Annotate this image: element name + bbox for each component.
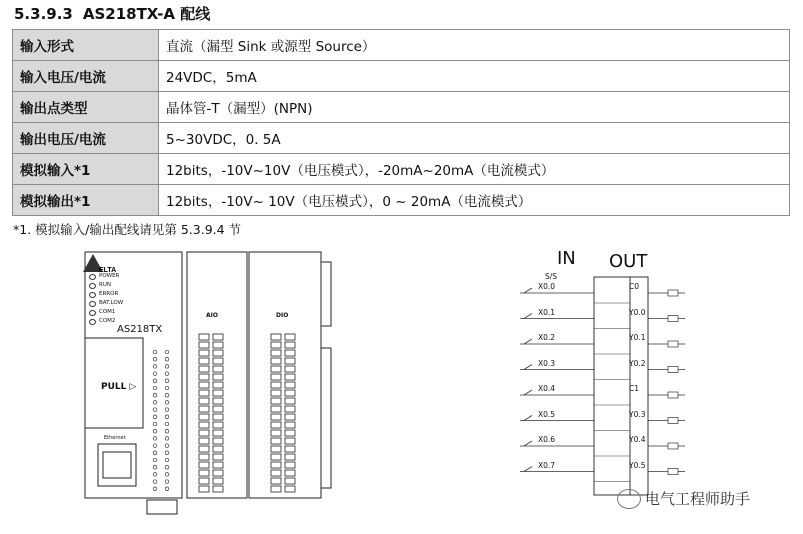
terminal-screw-icon (213, 438, 223, 444)
out-label: OUT (609, 251, 648, 272)
load-resistor-icon (668, 469, 678, 475)
terminal-screw-icon (271, 454, 281, 460)
output-terminal-label: Y0.1 (629, 333, 646, 342)
terminal-screw-icon (271, 438, 281, 444)
plc-module-drawing (81, 248, 337, 516)
switch-icon (524, 288, 532, 293)
terminal-screw-icon (285, 374, 295, 380)
spec-key: 模拟输入*1 (13, 154, 159, 185)
output-terminal-label: Y0.4 (629, 435, 646, 444)
terminal-screw-icon (213, 470, 223, 476)
terminal-screw-icon (285, 342, 295, 348)
spec-key: 输入电压/电流 (13, 61, 159, 92)
terminal-screw-icon (213, 350, 223, 356)
section-number: 5.3.9.3 (14, 5, 73, 23)
terminal-screw-icon (199, 358, 209, 364)
terminal-screw-icon (271, 446, 281, 452)
output-terminal-label: Y0.0 (629, 307, 646, 317)
terminal-screw-icon (285, 486, 295, 492)
led-indicator: POWER (89, 272, 123, 281)
terminal-screw-icon (285, 350, 295, 356)
load-resistor-icon (668, 443, 678, 449)
terminal-screw-icon (285, 422, 295, 428)
input-terminal-label: X0.4 (538, 384, 556, 393)
output-terminal-label: Y0.2 (629, 358, 646, 368)
terminal-screw-icon (199, 398, 209, 404)
terminal-screw-icon (199, 350, 209, 356)
terminal-screw-icon (285, 398, 295, 404)
terminal-screw-icon (285, 382, 295, 388)
terminal-screw-icon (285, 430, 295, 436)
terminal-screw-icon (199, 366, 209, 372)
terminal-screw-icon (199, 430, 209, 436)
terminal-screw-icon (213, 334, 223, 340)
terminal-screw-icon (271, 350, 281, 356)
terminal-screw-icon (213, 454, 223, 460)
terminal-screw-icon (213, 382, 223, 388)
terminal-screw-icon (271, 382, 281, 388)
table-row (13, 30, 790, 61)
led-indicator: COM2 (89, 317, 123, 326)
terminal-screw-icon (213, 366, 223, 372)
aio-label: AIO (206, 312, 218, 319)
input-terminal-label: X0.6 (538, 435, 556, 444)
terminal-screw-icon (199, 414, 209, 420)
table-row (13, 185, 790, 216)
spec-key: 输出电压/电流 (13, 123, 159, 154)
terminal-screw-icon (285, 470, 295, 476)
led-list (89, 272, 123, 326)
input-terminal-label: X0.5 (538, 409, 556, 419)
switch-icon (524, 339, 532, 344)
terminal-screw-icon (271, 414, 281, 420)
switch-icon (524, 416, 532, 421)
watermark-text: 电气工程师助手 (645, 490, 751, 508)
terminal-screw-icon (213, 446, 223, 452)
table-row (13, 123, 790, 154)
terminal-screw-icon (213, 374, 223, 380)
terminal-screw-icon (271, 342, 281, 348)
terminal-screw-icon (285, 462, 295, 468)
module-model: AS218TX (117, 324, 163, 335)
load-resistor-icon (668, 367, 678, 373)
output-terminal-label: Y0.3 (629, 409, 646, 419)
svg-text:ELTA: ELTA (99, 267, 117, 274)
terminal-screw-icon (271, 406, 281, 412)
table-row (13, 92, 790, 123)
terminal-screw-icon (213, 406, 223, 412)
terminal-screw-icon (285, 406, 295, 412)
terminal-screw-icon (213, 414, 223, 420)
terminal-screw-icon (199, 374, 209, 380)
footnote: *1. 模拟输入/输出配线请见第 5.3.9.4 节 (13, 222, 242, 237)
spec-key: 模拟输出*1 (13, 185, 159, 216)
input-terminal-label: X0.1 (538, 307, 556, 317)
section-heading (14, 2, 210, 26)
switch-icon (524, 441, 532, 446)
in-label: IN (557, 248, 576, 269)
terminal-screw-icon (271, 486, 281, 492)
watermark (617, 488, 750, 509)
terminal-screw-icon (271, 390, 281, 396)
input-terminal-label: X0.2 (538, 333, 556, 342)
terminal-screw-icon (199, 382, 209, 388)
terminal-screw-icon (285, 438, 295, 444)
ethernet-label: Ethernet (104, 435, 126, 441)
terminal-screw-icon (213, 390, 223, 396)
table-row (13, 61, 790, 92)
switch-icon (524, 365, 532, 370)
terminal-screw-icon (285, 366, 295, 372)
switch-icon (524, 314, 532, 319)
spec-value: 直流（漏型 Sink 或源型 Source） (159, 30, 790, 61)
input-terminal-label: X0.3 (538, 358, 556, 368)
led-indicator: ERROR (89, 290, 123, 299)
terminal-screw-icon (213, 422, 223, 428)
terminal-screw-icon (271, 334, 281, 340)
terminal-screw-icon (199, 390, 209, 396)
spec-value: 晶体管-T（漏型）(NPN) (159, 92, 790, 123)
input-terminal-label: X0.7 (538, 460, 556, 470)
spec-value: 5~30VDC，0. 5A (159, 123, 790, 154)
ss-label: S/S (545, 272, 558, 281)
terminal-screw-icon (285, 414, 295, 420)
terminal-screw-icon (271, 478, 281, 484)
terminal-screw-icon (199, 334, 209, 340)
terminal-screw-icon (285, 358, 295, 364)
table-row (13, 154, 790, 185)
load-resistor-icon (668, 341, 678, 347)
spec-value: 12bits，-10V~10V（电压模式），-20mA~20mA（电流模式） (159, 154, 790, 185)
terminal-screw-icon (199, 422, 209, 428)
terminal-screw-icon (285, 334, 295, 340)
terminal-screw-icon (199, 342, 209, 348)
terminal-screw-icon (271, 422, 281, 428)
terminal-screw-icon (213, 478, 223, 484)
terminal-screw-icon (213, 486, 223, 492)
terminal-screw-icon (285, 390, 295, 396)
load-resistor-icon (668, 418, 678, 424)
output-terminal-label: Y0.5 (629, 460, 646, 470)
section-title: AS218TX-A 配线 (82, 5, 211, 23)
load-resistor-icon (668, 290, 678, 296)
terminal-screw-icon (199, 462, 209, 468)
led-indicator: COM1 (89, 308, 123, 317)
pull-label: PULL ▷ (101, 382, 137, 392)
terminal-screw-icon (271, 398, 281, 404)
terminal-screw-icon (199, 454, 209, 460)
terminal-screw-icon (271, 430, 281, 436)
dio-label: DIO (276, 312, 289, 319)
terminal-screw-icon (199, 438, 209, 444)
spec-value: 24VDC，5mA (159, 61, 790, 92)
terminal-screw-icon (271, 358, 281, 364)
spec-table (12, 29, 790, 216)
terminal-screw-icon (213, 358, 223, 364)
switch-icon (524, 390, 532, 395)
load-resistor-icon (668, 316, 678, 322)
terminal-screw-icon (199, 446, 209, 452)
brand-logo-icon (81, 248, 125, 276)
terminal-screw-icon (213, 430, 223, 436)
terminal-screw-icon (199, 478, 209, 484)
terminal-screw-icon (271, 366, 281, 372)
load-resistor-icon (668, 392, 678, 398)
terminal-screw-icon (285, 454, 295, 460)
spec-key: 输入形式 (13, 30, 159, 61)
switch-icon (524, 467, 532, 472)
terminal-screw-icon (271, 470, 281, 476)
wechat-icon (617, 489, 641, 509)
spec-key: 输出点类型 (13, 92, 159, 123)
input-terminal-label: X0.0 (538, 282, 556, 291)
terminal-screw-icon (213, 398, 223, 404)
led-indicator: RUN (89, 281, 123, 290)
terminal-screw-icon (271, 462, 281, 468)
terminal-screw-icon (199, 486, 209, 492)
output-terminal-label: C0 (629, 282, 640, 291)
output-terminal-label: C1 (629, 384, 640, 393)
led-indicator: BAT.LOW (89, 299, 123, 308)
spec-value: 12bits，-10V~ 10V（电压模式），0 ~ 20mA（电流模式） (159, 185, 790, 216)
terminal-screw-icon (199, 470, 209, 476)
terminal-screw-icon (213, 342, 223, 348)
terminal-screw-icon (199, 406, 209, 412)
terminal-screw-icon (213, 462, 223, 468)
terminal-screw-icon (285, 478, 295, 484)
terminal-screw-icon (285, 446, 295, 452)
terminal-screw-icon (271, 374, 281, 380)
